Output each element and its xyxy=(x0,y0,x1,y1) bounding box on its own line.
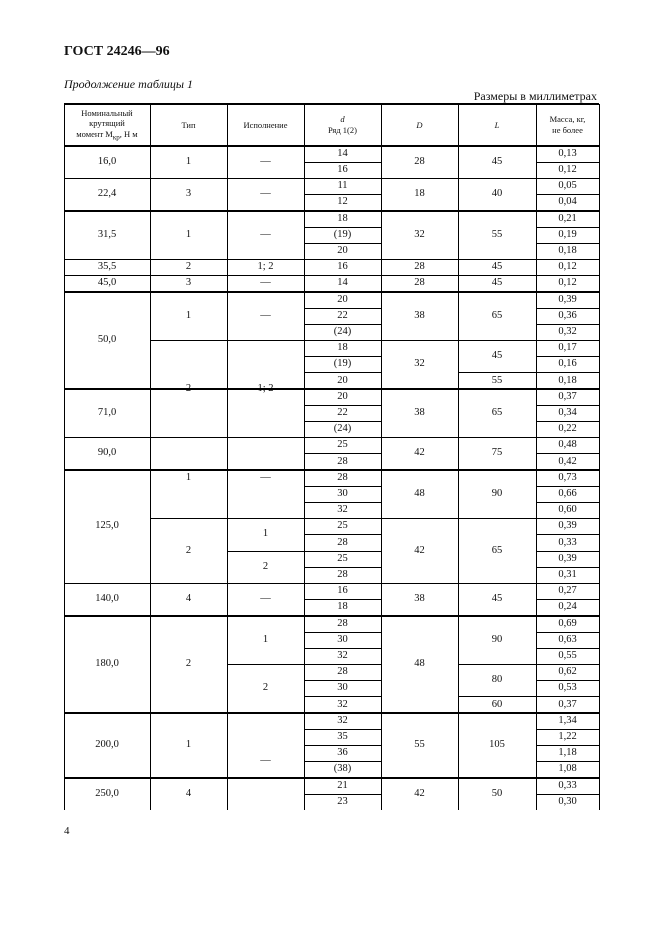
bore-diameter-cell: 16 xyxy=(337,163,348,175)
mass-cell: 0,24 xyxy=(558,601,577,613)
length-cell: 45 xyxy=(491,277,503,289)
torque-cell: 250,0 xyxy=(95,787,119,799)
bore-diameter-cell: 28 xyxy=(337,471,348,483)
bore-diameter-cell: 11 xyxy=(337,180,348,192)
mass-cell: 0,19 xyxy=(558,228,577,240)
outer-diameter-cell: 42 xyxy=(414,447,425,459)
mass-cell: 0,31 xyxy=(558,568,577,580)
table-rule xyxy=(64,275,599,277)
mass-cell: 0,53 xyxy=(558,682,577,694)
bore-diameter-cell: 21 xyxy=(337,779,348,791)
type-cell: 3 xyxy=(185,188,192,200)
outer-diameter-cell: 28 xyxy=(414,155,425,167)
bore-diameter-cell: 25 xyxy=(337,439,348,451)
mass-cell: 0,32 xyxy=(558,325,577,337)
header-d: d Ряд 1(2) xyxy=(328,114,357,135)
version-cell: — xyxy=(260,277,271,289)
table-continuation-caption: Продолжение таблицы 1 xyxy=(64,77,194,91)
type-cell: 3 xyxy=(185,277,192,289)
outer-diameter-cell: 32 xyxy=(414,228,425,240)
torque-cell: 31,5 xyxy=(97,228,117,240)
length-cell: 75 xyxy=(491,447,503,459)
bore-diameter-cell: 12 xyxy=(337,196,348,208)
length-cell: 45 xyxy=(491,261,503,273)
length-cell: 60 xyxy=(491,698,503,710)
mass-cell: 0,13 xyxy=(558,147,577,159)
outer-diameter-cell: 32 xyxy=(414,358,425,370)
bore-diameter-cell: 30 xyxy=(337,682,348,694)
mass-cell: 0,05 xyxy=(558,180,577,192)
mass-cell: 0,33 xyxy=(558,779,577,791)
torque-cell: 125,0 xyxy=(95,520,119,532)
bore-diameter-cell: 18 xyxy=(337,601,348,613)
mass-cell: 0,12 xyxy=(558,277,577,289)
version-cell: 1; 2 xyxy=(257,261,274,273)
bore-diameter-cell: 18 xyxy=(337,212,348,224)
table-rule xyxy=(64,388,599,390)
version-cell: 2 xyxy=(262,560,269,572)
header-L: L xyxy=(494,119,500,130)
mass-cell: 0,37 xyxy=(558,698,577,710)
mass-cell: 1,18 xyxy=(558,747,577,759)
mass-cell: 1,34 xyxy=(558,714,577,726)
mass-cell: 0,36 xyxy=(558,309,577,321)
mass-cell: 0,33 xyxy=(558,536,577,548)
bore-diameter-cell: 20 xyxy=(337,390,348,402)
bore-diameter-cell: 32 xyxy=(337,649,348,661)
version-cell: 1 xyxy=(262,633,269,645)
length-cell: 90 xyxy=(491,633,503,645)
mass-cell: 0,27 xyxy=(558,585,577,597)
type-cell: 2 xyxy=(185,658,192,670)
mass-cell: 0,12 xyxy=(558,261,577,273)
length-cell: 45 xyxy=(491,350,503,362)
mass-cell: 0,63 xyxy=(558,633,577,645)
bore-diameter-cell: (24) xyxy=(333,423,352,435)
length-cell: 65 xyxy=(491,544,503,556)
bore-diameter-cell: 28 xyxy=(337,666,348,678)
mass-cell: 0,42 xyxy=(558,455,577,467)
bore-diameter-cell: 22 xyxy=(337,406,348,418)
version-cell: — xyxy=(260,309,271,321)
bore-diameter-cell: 22 xyxy=(337,309,348,321)
table-rule xyxy=(64,615,599,617)
mass-cell: 0,18 xyxy=(558,244,577,256)
torque-cell: 200,0 xyxy=(95,739,119,751)
mass-cell: 0,37 xyxy=(558,390,577,402)
outer-diameter-cell: 28 xyxy=(414,261,425,273)
torque-cell: 35,5 xyxy=(97,261,117,273)
length-cell: 45 xyxy=(491,593,503,605)
version-cell: — xyxy=(260,155,271,167)
mass-cell: 0,66 xyxy=(558,487,577,499)
torque-cell: 90,0 xyxy=(97,447,117,459)
mass-cell: 1,08 xyxy=(558,763,577,775)
version-cell: — xyxy=(260,593,271,605)
mass-cell: 0,17 xyxy=(558,342,577,354)
mass-cell: 0,39 xyxy=(558,520,577,532)
mass-cell: 0,12 xyxy=(558,163,577,175)
outer-diameter-cell: 18 xyxy=(414,188,425,200)
bore-diameter-cell: 28 xyxy=(337,536,348,548)
mass-cell: 0,18 xyxy=(558,374,577,386)
outer-diameter-cell: 42 xyxy=(414,787,425,799)
bore-diameter-cell: (19) xyxy=(333,358,352,370)
bore-diameter-cell: 32 xyxy=(337,714,348,726)
outer-diameter-cell: 42 xyxy=(414,544,425,556)
mass-cell: 0,21 xyxy=(558,212,577,224)
type-cell: 1 xyxy=(185,309,192,321)
type-cell: 1 xyxy=(185,471,192,483)
mass-cell: 0,39 xyxy=(558,552,577,564)
page-number: 4 xyxy=(64,825,70,837)
length-cell: 65 xyxy=(491,407,503,418)
mass-cell: 0,55 xyxy=(558,649,577,661)
table-rule xyxy=(64,712,599,714)
header-version: Исполнение xyxy=(243,119,288,130)
version-cell: — xyxy=(260,228,271,240)
version-cell: 1 xyxy=(262,528,269,540)
header-D: D xyxy=(416,119,423,130)
mass-cell: 0,04 xyxy=(558,196,577,208)
mass-cell: 0,73 xyxy=(558,471,577,483)
type-cell: 2 xyxy=(185,544,192,556)
table-rule xyxy=(64,178,599,180)
torque-cell: 45,0 xyxy=(97,277,117,289)
bore-diameter-cell: 25 xyxy=(337,552,348,564)
length-cell: 50 xyxy=(491,787,503,799)
mass-cell: 1,22 xyxy=(558,730,577,742)
length-cell: 105 xyxy=(489,739,505,751)
bore-diameter-cell: 14 xyxy=(337,277,348,289)
header-type: Тип xyxy=(181,119,196,130)
outer-diameter-cell: 38 xyxy=(414,593,425,605)
torque-cell: 22,4 xyxy=(97,188,117,200)
bore-diameter-cell: 20 xyxy=(337,374,348,386)
outer-diameter-cell: 38 xyxy=(414,309,425,321)
version-cell: — xyxy=(260,471,271,483)
torque-cell: 50,0 xyxy=(97,334,117,346)
bore-diameter-cell: (38) xyxy=(333,763,352,775)
document-code: ГОСТ 24246—96 xyxy=(64,44,170,59)
mass-cell: 0,34 xyxy=(558,406,577,418)
bore-diameter-cell: 36 xyxy=(337,747,348,759)
bore-diameter-cell: 14 xyxy=(337,147,348,159)
table-rule xyxy=(64,469,599,471)
table-rule xyxy=(64,145,599,146)
outer-diameter-cell: 38 xyxy=(414,407,425,418)
table-rule xyxy=(64,583,599,585)
bore-diameter-cell: 16 xyxy=(337,585,348,597)
bore-diameter-cell: 28 xyxy=(337,455,348,467)
table-rule xyxy=(64,103,599,104)
header-mass: Масса, кг, не более xyxy=(549,114,586,135)
bore-diameter-cell: 35 xyxy=(337,730,348,742)
mass-cell: 0,39 xyxy=(558,293,577,305)
units-note: Размеры в миллиметрах xyxy=(473,89,597,103)
length-cell: 65 xyxy=(491,309,503,321)
table-rule xyxy=(64,777,599,779)
length-cell: 40 xyxy=(491,188,503,200)
mass-cell: 0,30 xyxy=(558,795,577,807)
length-cell: 45 xyxy=(491,155,503,167)
torque-cell: 140,0 xyxy=(95,593,119,605)
type-cell: 4 xyxy=(185,787,192,799)
bore-diameter-cell: (19) xyxy=(333,228,352,240)
bore-diameter-cell: 20 xyxy=(337,244,348,256)
bore-diameter-cell: 30 xyxy=(337,487,348,499)
outer-diameter-cell: 48 xyxy=(414,658,425,670)
bore-diameter-cell: 30 xyxy=(337,633,348,645)
type-cell: 1 xyxy=(185,228,192,240)
table-rule xyxy=(64,437,599,439)
length-cell: 80 xyxy=(491,674,503,686)
table-rule xyxy=(64,210,599,212)
length-cell: 55 xyxy=(491,228,503,240)
type-cell: 1 xyxy=(185,739,192,751)
mass-cell: 0,69 xyxy=(558,617,577,629)
version-cell: — xyxy=(260,188,271,200)
bore-diameter-cell: 20 xyxy=(337,293,348,305)
mass-cell: 0,22 xyxy=(558,423,577,435)
bore-diameter-cell: 16 xyxy=(337,261,348,273)
mass-cell: 0,48 xyxy=(558,439,577,451)
length-cell: 55 xyxy=(491,374,503,386)
torque-cell: 71,0 xyxy=(97,407,117,418)
outer-diameter-cell: 28 xyxy=(414,277,425,289)
header-torque: Номинальный крутящий момент $M_{кр}$, Н м xyxy=(76,107,138,142)
outer-diameter-cell: 48 xyxy=(414,488,425,499)
version-cell: 2 xyxy=(262,682,269,694)
table-rule xyxy=(64,259,599,261)
torque-cell: 16,0 xyxy=(97,155,117,167)
version-cell: — xyxy=(260,755,271,767)
bore-diameter-cell: 32 xyxy=(337,698,348,710)
mass-cell: 0,16 xyxy=(558,358,577,370)
mass-cell: 0,60 xyxy=(558,504,577,516)
type-cell: 1 xyxy=(185,155,192,167)
mass-cell: 0,62 xyxy=(558,666,577,678)
length-cell: 90 xyxy=(491,488,503,499)
bore-diameter-cell: (24) xyxy=(333,325,352,337)
outer-diameter-cell: 55 xyxy=(414,739,425,751)
bore-diameter-cell: 32 xyxy=(337,504,348,516)
dimensions-table xyxy=(64,104,599,818)
torque-cell: 180,0 xyxy=(95,658,119,670)
bore-diameter-cell: 28 xyxy=(337,617,348,629)
bore-diameter-cell: 28 xyxy=(337,568,348,580)
bore-diameter-cell: 25 xyxy=(337,520,348,532)
bore-diameter-cell: 23 xyxy=(337,795,348,807)
type-cell: 4 xyxy=(185,593,192,605)
bore-diameter-cell: 18 xyxy=(337,342,348,354)
type-cell: 2 xyxy=(185,261,192,273)
table-rule xyxy=(64,291,599,293)
